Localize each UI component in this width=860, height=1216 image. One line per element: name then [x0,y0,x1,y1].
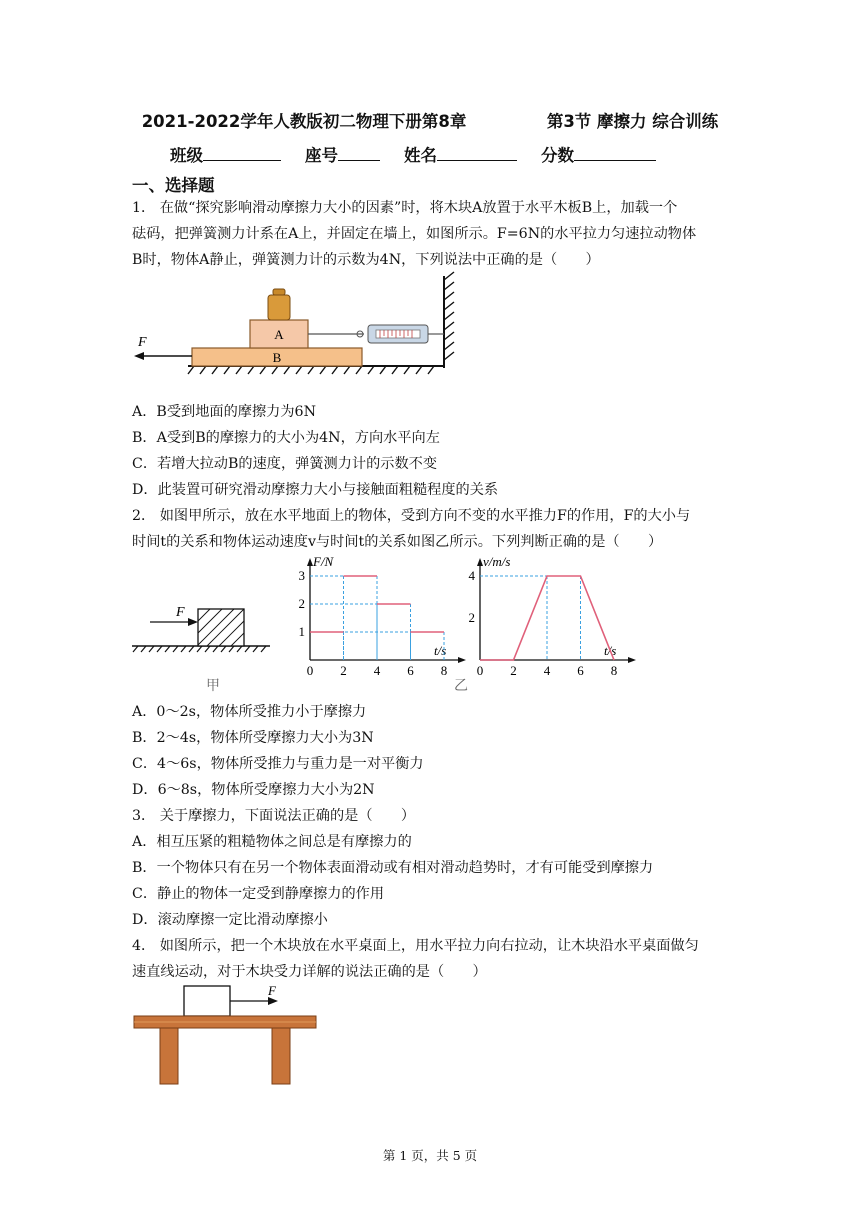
wall-hatching [444,272,454,360]
title-left: 2021-2022学年人教版初二物理下册第8章 [141,112,467,131]
x-tick-label: 8 [440,663,448,677]
seat-label: 座号 [305,146,338,165]
x-tick-label: 2 [510,663,517,677]
x-axis-label: t/s [604,643,617,658]
y-tick-label: 4 [468,568,475,583]
q2-option-b[interactable]: B．2～4s，物体所受摩擦力大小为3N [132,730,374,746]
x-tick-label: 4 [373,663,381,677]
q3-option-c[interactable]: C．静止的物体一定受到静摩擦力的作用 [132,886,385,902]
q4-line-1: 4． 如图所示，把一个木块放在水平桌面上，用水平拉力向右拉动，让木块沿水平桌面做匀 [132,938,699,954]
y-tick-label: 2 [468,610,475,625]
x-tick-label: 6 [577,663,584,677]
wooden-block [184,986,230,1016]
q3-option-d[interactable]: D．滚动摩擦一定比滑动摩擦小 [132,912,328,928]
force-arrowhead [268,997,278,1005]
ground-hatching [188,366,434,374]
chart-v-t [460,552,645,677]
score-blank[interactable] [574,146,656,161]
q4-figure [130,982,325,1092]
q3-option-b[interactable]: B．一个物体只有在另一个物体表面滑动或有相对滑动趋势时，才有可能受到摩擦力 [132,860,654,876]
caption-yi: 乙 [454,678,468,694]
q1-line-2: 砝码，把弹簧测力计系在A上，并固定在墙上，如图所示。F=6N的水平拉力匀速拉动物体 [132,226,697,242]
force-label: F [268,983,276,998]
x-tick-label: 4 [543,663,551,677]
x-tick-label: 0 [476,663,484,677]
chart-f-t [290,552,475,677]
q1-option-c[interactable]: C．若增大拉动B的速度，弹簧测力计的示数不变 [132,456,438,472]
section-title: 一、选择题 [132,176,215,195]
table-leg-left [160,1028,178,1084]
name-blank[interactable] [437,146,517,161]
q1-option-b[interactable]: B．A受到B的摩擦力的大小为4N，方向水平向左 [132,430,440,446]
q4-line-2: 速直线运动，对于木块受力详解的说法正确的是（ ） [132,964,487,980]
caption-jia: 甲 [206,679,220,694]
page-footer: 第 1 页，共 5 页 [382,1148,478,1163]
force-label: F [176,605,185,620]
table-leg-right [272,1028,290,1084]
q1-figure [128,270,468,380]
q3-option-a[interactable]: A．相互压紧的粗糙物体之间总是有摩擦力的 [132,834,412,850]
q2-option-c[interactable]: C．4～6s，物体所受推力与重力是一对平衡力 [132,756,424,772]
ground-hatching [133,646,266,652]
weight-icon [268,289,290,320]
y-tick-label: 2 [298,596,305,611]
y-tick-label: 3 [298,568,305,583]
spring-scale-icon [368,325,428,343]
q2-line-2: 时间t的关系和物体运动速度v与时间t的关系如图乙所示。下列判断正确的是（ ） [132,534,663,550]
q1-option-a[interactable]: A．B受到地面的摩擦力为6N [132,404,316,420]
x-tick-label: 0 [306,663,314,677]
class-blank[interactable] [203,146,281,161]
seat-blank[interactable] [338,146,380,161]
class-label: 班级 [170,146,203,165]
q1-line-3: B时，物体A静止，弹簧测力计的示数为4N，下列说法中正确的是（ ） [132,252,600,268]
q1-option-d[interactable]: D．此装置可研究滑动摩擦力大小与接触面粗糙程度的关系 [132,482,499,498]
q2-figure-jia [130,600,275,695]
y-axis-label: F/N [313,554,334,569]
title-right: 第3节 摩擦力 综合训练 [546,112,719,131]
score-label: 分数 [541,146,574,165]
x-tick-label: 2 [340,663,347,677]
q1-line-1: 1． 在做“探究影响滑动摩擦力大小的因素”时，将木块A放置于水平木板B上，加载一个 [132,200,678,216]
force-arrowhead [188,618,198,626]
student-info-row [170,142,680,166]
x-tick-label: 6 [407,663,414,677]
y-axis-label: v/m/s [483,554,511,569]
force-label: F [138,335,147,350]
x-axis-arrowhead [628,657,636,663]
q2-option-d[interactable]: D．6～8s，物体所受摩擦力大小为2N [132,782,375,798]
x-tick-label: 8 [610,663,618,677]
force-arrowhead [134,352,144,360]
board-b-label: B [272,350,282,365]
name-label: 姓名 [404,146,437,165]
y-tick-label: 1 [298,624,305,639]
page-title [0,108,860,132]
x-axis-label: t/s [434,643,447,658]
q2-option-a[interactable]: A．0～2s，物体所受推力小于摩擦力 [132,704,367,720]
block-a-label: A [274,327,284,342]
q2-line-1: 2． 如图甲所示，放在水平地面上的物体，受到方向不变的水平推力F的作用，F的大小与 [132,508,691,524]
q3-line-1: 3． 关于摩擦力，下面说法正确的是（ ） [132,808,416,824]
